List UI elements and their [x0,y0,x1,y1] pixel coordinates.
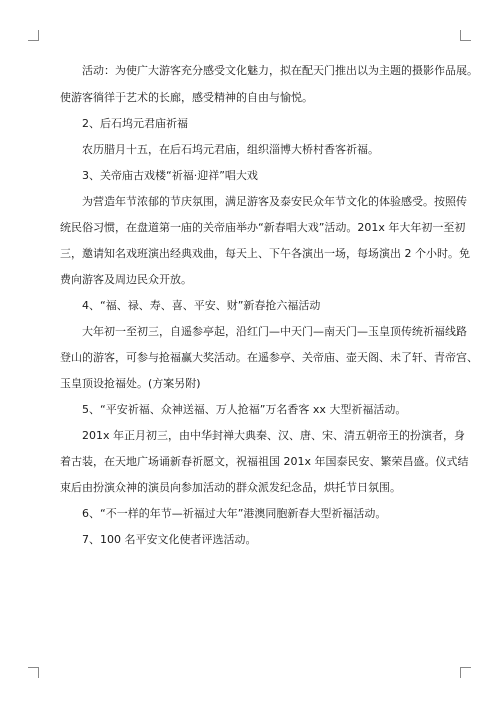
section-heading: 6、“不一样的年节—祈福过大年”港澳同胞新春大型祈福活动。 [60,507,387,520]
paragraph-line: 费向游客及周边民众开放。 [60,273,192,286]
section-heading: 4、“福、禄、寿、喜、平安、财”新春抢六福活动 [60,299,321,312]
paragraph-line: 三，邀请知名戏班演出经典戏曲，每天上、下午各演出一场，每场演出 2 个小时。免 [60,247,470,260]
document-body [60,64,478,547]
section-heading: 2、后石坞元君庙祈福 [60,117,188,130]
paragraph-line: 为营造年节浓郁的节庆氛围，满足游客及泰安民众年节文化的体验感受。按照传 [60,195,467,208]
paragraph-line: 使游客徜徉于艺术的长廊，感受精神的自由与愉悦。 [60,91,313,104]
paragraph-line: 登山的游客，可参与抢福赢大奖活动。在遥参亭、关帝庙、壶天阁、未了轩、青帝宫、 [60,351,478,364]
paragraph-line: 农历腊月十五，在后石坞元君庙，组织淄博大桥村香客祈福。 [60,143,379,156]
crop-mark-bottom-right [460,667,471,678]
paragraph-line: 统民俗习惯，在盘道第一庙的关帝庙举办“新春唱大戏”活动。201x 年大年初一至初 [60,221,466,234]
section-heading: 5、“平安祈福、众神送福、万人抢福”万名香客 xx 大型祈福活动。 [60,403,407,416]
crop-mark-top-left [28,30,39,41]
crop-mark-bottom-left [28,667,39,678]
paragraph-line: 大年初一至初三，自遥参亭起，沿红门—中天门—南天门—玉皇顶传统祈福线路 [60,325,467,338]
paragraph-line: 玉皇顶设抢福处。(方案另附) [60,377,201,390]
crop-mark-top-right [460,30,471,41]
paragraph-line: 束后由扮演众神的演员向参加活动的群众派发纪念品，烘托节日氛围。 [60,481,401,494]
section-heading: 3、关帝庙古戏楼“祈福·迎祥”唱大戏 [60,169,258,182]
paragraph-line: 201x 年正月初三，由中华封禅大典秦、汉、唐、宋、清五朝帝王的扮演者，身 [60,429,465,442]
paragraph-line: 活动：为使广大游客充分感受文化魅力，拟在配天门推出以为主题的摄影作品展。 [60,64,478,77]
paragraph-line: 着古装，在天地广场诵新春祈愿文，祝福祖国 201x 年国泰民安、繁荣昌盛。仪式结 [60,455,469,468]
section-heading: 7、100 名平安文化使者评选活动。 [60,533,257,546]
